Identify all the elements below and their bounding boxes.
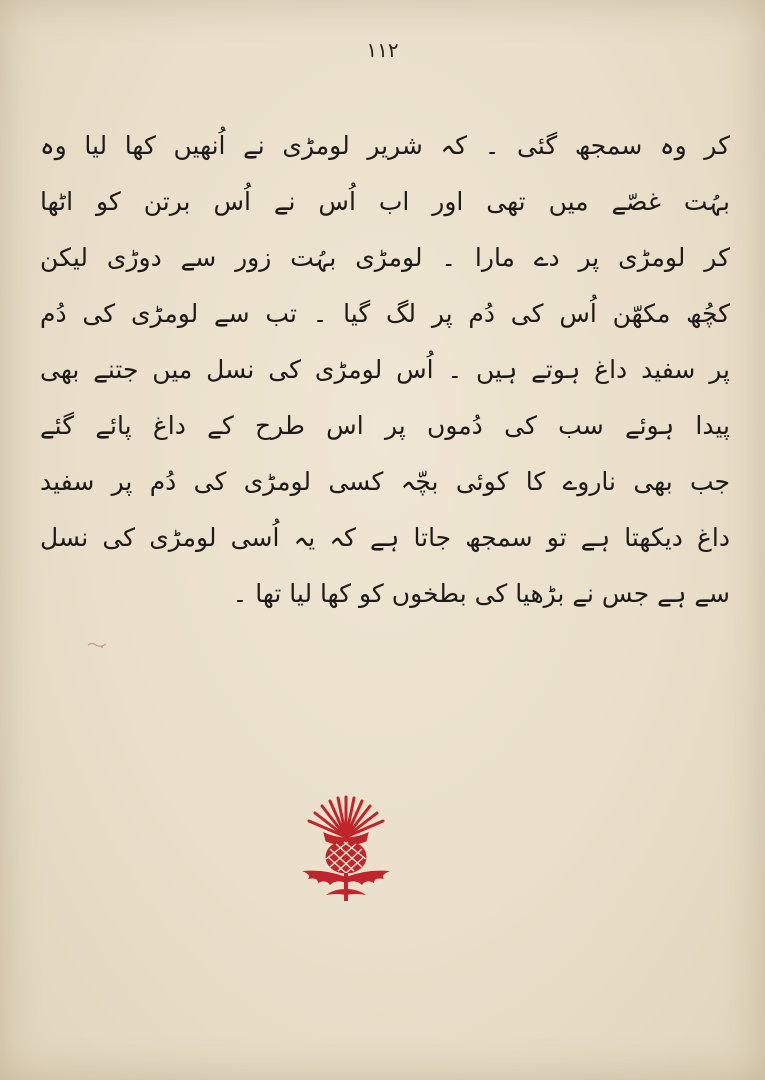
thistle-icon [296, 793, 396, 905]
ink-stain [86, 640, 108, 650]
page-text [40, 118, 730, 622]
text-line: پر سفید داغ ہوتے ہیں ۔ اُس لومڑی کی نسل میں جتنے بھی [40, 355, 730, 384]
text-line: سے ہے جس نے بڑھیا کی بطخوں کو کھا لیا تھا ۔ [232, 579, 730, 608]
text-line: بہُت غصّے میں تھی اور اب اُس نے اُس برتن کو اٹھا [40, 187, 730, 216]
text-line: کر لومڑی پر دے مارا ۔ لومڑی بہُت زور سے دوڑی لیکن [40, 243, 730, 272]
text-line: پیدا ہوئے سب کی دُموں پر اس طرح کے داغ پائے گئے [40, 411, 730, 440]
text-line: جب بھی ناروے کا کوئی بچّہ کسی لومڑی کی دُم پر سفید [40, 467, 730, 496]
page-number: ١١٢ [366, 38, 399, 62]
text-line: کچُھ مکھّن اُس کی دُم پر لگ گیا ۔ تب سے لومڑی کی دُم [40, 299, 730, 328]
text-line: کر وہ سمجھ گئی ۔ کہ شریر لومڑی نے اُنھیں کھا لیا وہ [40, 131, 730, 160]
text-line: داغ دیکھتا ہے تو سمجھ جاتا ہے کہ یہ اُسی لومڑی کی نسل [40, 523, 730, 552]
